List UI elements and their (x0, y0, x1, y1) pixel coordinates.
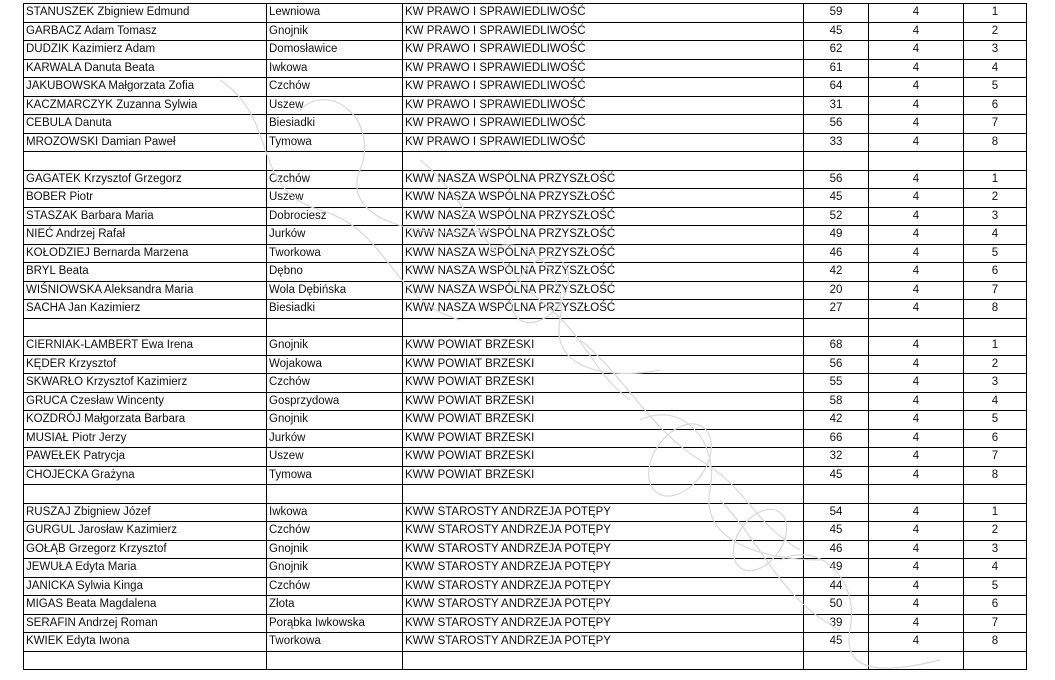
list-position-cell: 7 (964, 448, 1027, 467)
table-row (24, 22, 1027, 41)
list-position-cell: 5 (964, 411, 1027, 430)
district-number-cell: 4 (869, 96, 964, 115)
district-number-cell: 4 (869, 429, 964, 448)
empty-cell (804, 651, 869, 670)
district-number-cell: 4 (869, 207, 964, 226)
table-row (24, 540, 1027, 559)
candidate-town-cell: Gosprzydowa (267, 392, 403, 411)
candidate-town-cell: Biesiadki (267, 300, 403, 319)
candidate-name-cell: KĘDER Krzysztof (24, 355, 267, 374)
candidate-name-cell: RUSZAJ Zbigniew Józef (24, 503, 267, 522)
committee-name-cell: KWW POWIAT BRZESKI (403, 392, 804, 411)
candidate-age-cell: 45 (804, 633, 869, 652)
candidate-town-cell: Dobrociesz (267, 207, 403, 226)
candidate-town-cell: Iwkowa (267, 503, 403, 522)
district-number-cell: 4 (869, 522, 964, 541)
candidate-town-cell: Uszew (267, 96, 403, 115)
list-position-cell: 6 (964, 96, 1027, 115)
table-row (24, 392, 1027, 411)
empty-cell (267, 485, 403, 504)
candidate-name-cell: STASZAK Barbara Maria (24, 207, 267, 226)
list-position-cell: 8 (964, 133, 1027, 152)
district-number-cell: 4 (869, 559, 964, 578)
committee-name-cell: KWW POWIAT BRZESKI (403, 448, 804, 467)
list-position-cell: 4 (964, 226, 1027, 245)
candidate-age-cell: 56 (804, 115, 869, 134)
empty-cell (804, 485, 869, 504)
candidate-age-cell: 61 (804, 59, 869, 78)
committee-name-cell: KWW STAROSTY ANDRZEJA POTĘPY (403, 633, 804, 652)
candidate-town-cell: Gnojnik (267, 411, 403, 430)
table-row (24, 559, 1027, 578)
candidate-age-cell: 58 (804, 392, 869, 411)
candidate-age-cell: 56 (804, 355, 869, 374)
candidate-age-cell: 42 (804, 411, 869, 430)
list-position-cell: 7 (964, 281, 1027, 300)
committee-name-cell: KWW NASZA WSPÓLNA PRZYSZŁOŚĆ (403, 207, 804, 226)
candidate-town-cell: Biesiadki (267, 115, 403, 134)
district-number-cell: 4 (869, 281, 964, 300)
committee-name-cell: KWW STAROSTY ANDRZEJA POTĘPY (403, 614, 804, 633)
candidate-age-cell: 33 (804, 133, 869, 152)
list-position-cell: 8 (964, 633, 1027, 652)
committee-name-cell: KWW POWIAT BRZESKI (403, 337, 804, 356)
empty-cell (869, 485, 964, 504)
candidate-town-cell: Uszew (267, 448, 403, 467)
spacer-row (24, 152, 1027, 171)
list-position-cell: 3 (964, 207, 1027, 226)
candidate-name-cell: BRYL Beata (24, 263, 267, 282)
table-row (24, 263, 1027, 282)
candidate-name-cell: JAKUBOWSKA Małgorzata Zofia (24, 78, 267, 97)
candidate-town-cell: Gnojnik (267, 22, 403, 41)
list-position-cell: 3 (964, 540, 1027, 559)
candidate-age-cell: 54 (804, 503, 869, 522)
committee-name-cell: KWW POWIAT BRZESKI (403, 429, 804, 448)
table-row (24, 133, 1027, 152)
table-row (24, 189, 1027, 208)
committee-name-cell: KWW POWIAT BRZESKI (403, 411, 804, 430)
list-position-cell: 7 (964, 115, 1027, 134)
candidate-town-cell: Gnojnik (267, 540, 403, 559)
candidate-town-cell: Czchów (267, 78, 403, 97)
district-number-cell: 4 (869, 22, 964, 41)
candidate-age-cell: 59 (804, 4, 869, 23)
candidate-age-cell: 62 (804, 41, 869, 60)
empty-cell (869, 318, 964, 337)
committee-name-cell: KWW NASZA WSPÓLNA PRZYSZŁOŚĆ (403, 244, 804, 263)
district-number-cell: 4 (869, 411, 964, 430)
table-row (24, 207, 1027, 226)
table-row (24, 633, 1027, 652)
candidate-town-cell: Domosławice (267, 41, 403, 60)
district-number-cell: 4 (869, 226, 964, 245)
district-number-cell: 4 (869, 244, 964, 263)
candidate-age-cell: 45 (804, 522, 869, 541)
list-position-cell: 4 (964, 559, 1027, 578)
empty-cell (403, 318, 804, 337)
committee-name-cell: KWW NASZA WSPÓLNA PRZYSZŁOŚĆ (403, 189, 804, 208)
candidate-town-cell: Czchów (267, 170, 403, 189)
empty-cell (964, 651, 1027, 670)
candidate-town-cell: Czchów (267, 577, 403, 596)
empty-cell (869, 152, 964, 171)
candidate-name-cell: SERAFIN Andrzej Roman (24, 614, 267, 633)
list-position-cell: 5 (964, 577, 1027, 596)
candidate-age-cell: 64 (804, 78, 869, 97)
list-position-cell: 1 (964, 503, 1027, 522)
list-position-cell: 2 (964, 189, 1027, 208)
list-position-cell: 8 (964, 300, 1027, 319)
district-number-cell: 4 (869, 4, 964, 23)
candidate-town-cell: Lewniowa (267, 4, 403, 23)
candidate-name-cell: GARBACZ Adam Tomasz (24, 22, 267, 41)
candidate-name-cell: CEBULA Danuta (24, 115, 267, 134)
candidate-town-cell: Tworkowa (267, 633, 403, 652)
list-position-cell: 3 (964, 41, 1027, 60)
candidate-name-cell: CHOJECKA Grażyna (24, 466, 267, 485)
table-row (24, 577, 1027, 596)
candidate-town-cell: Gnojnik (267, 559, 403, 578)
committee-name-cell: KW PRAWO I SPRAWIEDLIWOŚĆ (403, 59, 804, 78)
district-number-cell: 4 (869, 170, 964, 189)
empty-cell (964, 152, 1027, 171)
district-number-cell: 4 (869, 466, 964, 485)
list-position-cell: 1 (964, 4, 1027, 23)
table-row (24, 226, 1027, 245)
table-row (24, 429, 1027, 448)
candidate-town-cell: Czchów (267, 522, 403, 541)
committee-name-cell: KWW POWIAT BRZESKI (403, 374, 804, 393)
list-position-cell: 7 (964, 614, 1027, 633)
candidate-town-cell: Wojakowa (267, 355, 403, 374)
candidate-age-cell: 56 (804, 170, 869, 189)
list-position-cell: 6 (964, 596, 1027, 615)
candidate-town-cell: Jurków (267, 429, 403, 448)
candidate-name-cell: JEWUŁA Edyta Maria (24, 559, 267, 578)
candidate-age-cell: 68 (804, 337, 869, 356)
table-row (24, 78, 1027, 97)
candidate-name-cell: STANUSZEK Zbigniew Edmund (24, 4, 267, 23)
candidate-town-cell: Porąbka Iwkowska (267, 614, 403, 633)
spacer-row (24, 318, 1027, 337)
candidate-list-sheet (23, 3, 1026, 670)
table-row (24, 596, 1027, 615)
candidate-age-cell: 50 (804, 596, 869, 615)
empty-cell (24, 318, 267, 337)
spacer-row (24, 651, 1027, 670)
candidate-age-cell: 39 (804, 614, 869, 633)
candidate-name-cell: KWIEK Edyta Iwona (24, 633, 267, 652)
district-number-cell: 4 (869, 374, 964, 393)
candidate-name-cell: MUSIAŁ Piotr Jerzy (24, 429, 267, 448)
list-position-cell: 4 (964, 59, 1027, 78)
candidate-name-cell: CIERNIAK-LAMBERT Ewa Irena (24, 337, 267, 356)
committee-name-cell: KW PRAWO I SPRAWIEDLIWOŚĆ (403, 22, 804, 41)
empty-cell (869, 651, 964, 670)
district-number-cell: 4 (869, 355, 964, 374)
committee-name-cell: KWW NASZA WSPÓLNA PRZYSZŁOŚĆ (403, 300, 804, 319)
committee-name-cell: KW PRAWO I SPRAWIEDLIWOŚĆ (403, 115, 804, 134)
candidate-name-cell: KARWALA Danuta Beata (24, 59, 267, 78)
candidate-age-cell: 45 (804, 466, 869, 485)
district-number-cell: 4 (869, 392, 964, 411)
empty-cell (24, 651, 267, 670)
table-row (24, 411, 1027, 430)
district-number-cell: 4 (869, 337, 964, 356)
committee-name-cell: KWW POWIAT BRZESKI (403, 466, 804, 485)
district-number-cell: 4 (869, 448, 964, 467)
committee-name-cell: KWW STAROSTY ANDRZEJA POTĘPY (403, 503, 804, 522)
candidate-name-cell: WIŚNIOWSKA Aleksandra Maria (24, 281, 267, 300)
table-row (24, 522, 1027, 541)
candidate-town-cell: Jurków (267, 226, 403, 245)
table-row (24, 355, 1027, 374)
table-row (24, 614, 1027, 633)
empty-cell (267, 318, 403, 337)
district-number-cell: 4 (869, 78, 964, 97)
empty-cell (804, 152, 869, 171)
committee-name-cell: KW PRAWO I SPRAWIEDLIWOŚĆ (403, 133, 804, 152)
candidate-age-cell: 42 (804, 263, 869, 282)
candidate-town-cell: Gnojnik (267, 337, 403, 356)
district-number-cell: 4 (869, 115, 964, 134)
district-number-cell: 4 (869, 614, 964, 633)
candidate-age-cell: 66 (804, 429, 869, 448)
committee-name-cell: KW PRAWO I SPRAWIEDLIWOŚĆ (403, 96, 804, 115)
list-position-cell: 5 (964, 78, 1027, 97)
committee-name-cell: KW PRAWO I SPRAWIEDLIWOŚĆ (403, 4, 804, 23)
district-number-cell: 4 (869, 133, 964, 152)
candidate-town-cell: Wola Dębińska (267, 281, 403, 300)
candidate-town-cell: Dębno (267, 263, 403, 282)
list-position-cell: 4 (964, 392, 1027, 411)
district-number-cell: 4 (869, 503, 964, 522)
empty-cell (267, 152, 403, 171)
list-position-cell: 2 (964, 522, 1027, 541)
candidate-name-cell: MIGAS Beata Magdalena (24, 596, 267, 615)
candidate-name-cell: KOZDRÓJ Małgorzata Barbara (24, 411, 267, 430)
candidate-table (23, 3, 1027, 670)
candidate-town-cell: Iwkowa (267, 59, 403, 78)
empty-cell (804, 318, 869, 337)
district-number-cell: 4 (869, 59, 964, 78)
table-row (24, 374, 1027, 393)
candidate-town-cell: Uszew (267, 189, 403, 208)
committee-name-cell: KWW NASZA WSPÓLNA PRZYSZŁOŚĆ (403, 263, 804, 282)
list-position-cell: 1 (964, 337, 1027, 356)
table-row (24, 115, 1027, 134)
table-row (24, 244, 1027, 263)
empty-cell (24, 152, 267, 171)
committee-name-cell: KW PRAWO I SPRAWIEDLIWOŚĆ (403, 78, 804, 97)
table-row (24, 503, 1027, 522)
list-position-cell: 3 (964, 374, 1027, 393)
candidate-name-cell: SKWARŁO Krzysztof Kazimierz (24, 374, 267, 393)
candidate-name-cell: KACZMARCZYK Zuzanna Sylwia (24, 96, 267, 115)
candidate-name-cell: GOŁĄB Grzegorz Krzysztof (24, 540, 267, 559)
candidate-name-cell: JANICKA Sylwia Kinga (24, 577, 267, 596)
committee-name-cell: KWW NASZA WSPÓLNA PRZYSZŁOŚĆ (403, 226, 804, 245)
candidate-name-cell: GURGUL Jarosław Kazimierz (24, 522, 267, 541)
table-row (24, 59, 1027, 78)
candidate-age-cell: 44 (804, 577, 869, 596)
table-row (24, 300, 1027, 319)
empty-cell (24, 485, 267, 504)
committee-name-cell: KWW STAROSTY ANDRZEJA POTĘPY (403, 577, 804, 596)
district-number-cell: 4 (869, 577, 964, 596)
committee-name-cell: KWW STAROSTY ANDRZEJA POTĘPY (403, 559, 804, 578)
committee-name-cell: KWW NASZA WSPÓLNA PRZYSZŁOŚĆ (403, 170, 804, 189)
empty-cell (267, 651, 403, 670)
table-row (24, 466, 1027, 485)
candidate-name-cell: NIEĆ Andrzej Rafał (24, 226, 267, 245)
candidate-age-cell: 32 (804, 448, 869, 467)
table-row (24, 281, 1027, 300)
district-number-cell: 4 (869, 41, 964, 60)
candidate-age-cell: 55 (804, 374, 869, 393)
list-position-cell: 2 (964, 22, 1027, 41)
candidate-town-cell: Tymowa (267, 466, 403, 485)
district-number-cell: 4 (869, 596, 964, 615)
spacer-row (24, 485, 1027, 504)
candidate-town-cell: Tworkowa (267, 244, 403, 263)
district-number-cell: 4 (869, 189, 964, 208)
list-position-cell: 1 (964, 170, 1027, 189)
list-position-cell: 6 (964, 263, 1027, 282)
candidate-age-cell: 45 (804, 22, 869, 41)
candidate-table-body (24, 4, 1027, 670)
empty-cell (403, 651, 804, 670)
committee-name-cell: KWW STAROSTY ANDRZEJA POTĘPY (403, 522, 804, 541)
candidate-name-cell: DUDZIK Kazimierz Adam (24, 41, 267, 60)
committee-name-cell: KWW STAROSTY ANDRZEJA POTĘPY (403, 540, 804, 559)
list-position-cell: 2 (964, 355, 1027, 374)
district-number-cell: 4 (869, 540, 964, 559)
empty-cell (403, 152, 804, 171)
candidate-age-cell: 52 (804, 207, 869, 226)
candidate-age-cell: 49 (804, 559, 869, 578)
empty-cell (964, 318, 1027, 337)
candidate-age-cell: 45 (804, 189, 869, 208)
list-position-cell: 8 (964, 466, 1027, 485)
district-number-cell: 4 (869, 633, 964, 652)
candidate-age-cell: 49 (804, 226, 869, 245)
empty-cell (964, 485, 1027, 504)
candidate-name-cell: GRUCA Czesław Wincenty (24, 392, 267, 411)
table-row (24, 4, 1027, 23)
list-position-cell: 6 (964, 429, 1027, 448)
table-row (24, 41, 1027, 60)
committee-name-cell: KWW STAROSTY ANDRZEJA POTĘPY (403, 596, 804, 615)
committee-name-cell: KWW POWIAT BRZESKI (403, 355, 804, 374)
committee-name-cell: KW PRAWO I SPRAWIEDLIWOŚĆ (403, 41, 804, 60)
candidate-age-cell: 46 (804, 244, 869, 263)
candidate-age-cell: 20 (804, 281, 869, 300)
candidate-name-cell: BOBER Piotr (24, 189, 267, 208)
candidate-name-cell: KOŁODZIEJ Bernarda Marzena (24, 244, 267, 263)
candidate-name-cell: PAWEŁEK Patrycja (24, 448, 267, 467)
table-row (24, 96, 1027, 115)
table-row (24, 337, 1027, 356)
candidate-name-cell: SACHA Jan Kazimierz (24, 300, 267, 319)
candidate-town-cell: Czchów (267, 374, 403, 393)
empty-cell (403, 485, 804, 504)
candidate-town-cell: Złota (267, 596, 403, 615)
committee-name-cell: KWW NASZA WSPÓLNA PRZYSZŁOŚĆ (403, 281, 804, 300)
candidate-age-cell: 27 (804, 300, 869, 319)
list-position-cell: 5 (964, 244, 1027, 263)
candidate-name-cell: GAGATEK Krzysztof Grzegorz (24, 170, 267, 189)
table-row (24, 448, 1027, 467)
candidate-age-cell: 46 (804, 540, 869, 559)
district-number-cell: 4 (869, 300, 964, 319)
candidate-age-cell: 31 (804, 96, 869, 115)
district-number-cell: 4 (869, 263, 964, 282)
table-row (24, 170, 1027, 189)
candidate-town-cell: Tymowa (267, 133, 403, 152)
candidate-name-cell: MROZOWSKI Damian Paweł (24, 133, 267, 152)
